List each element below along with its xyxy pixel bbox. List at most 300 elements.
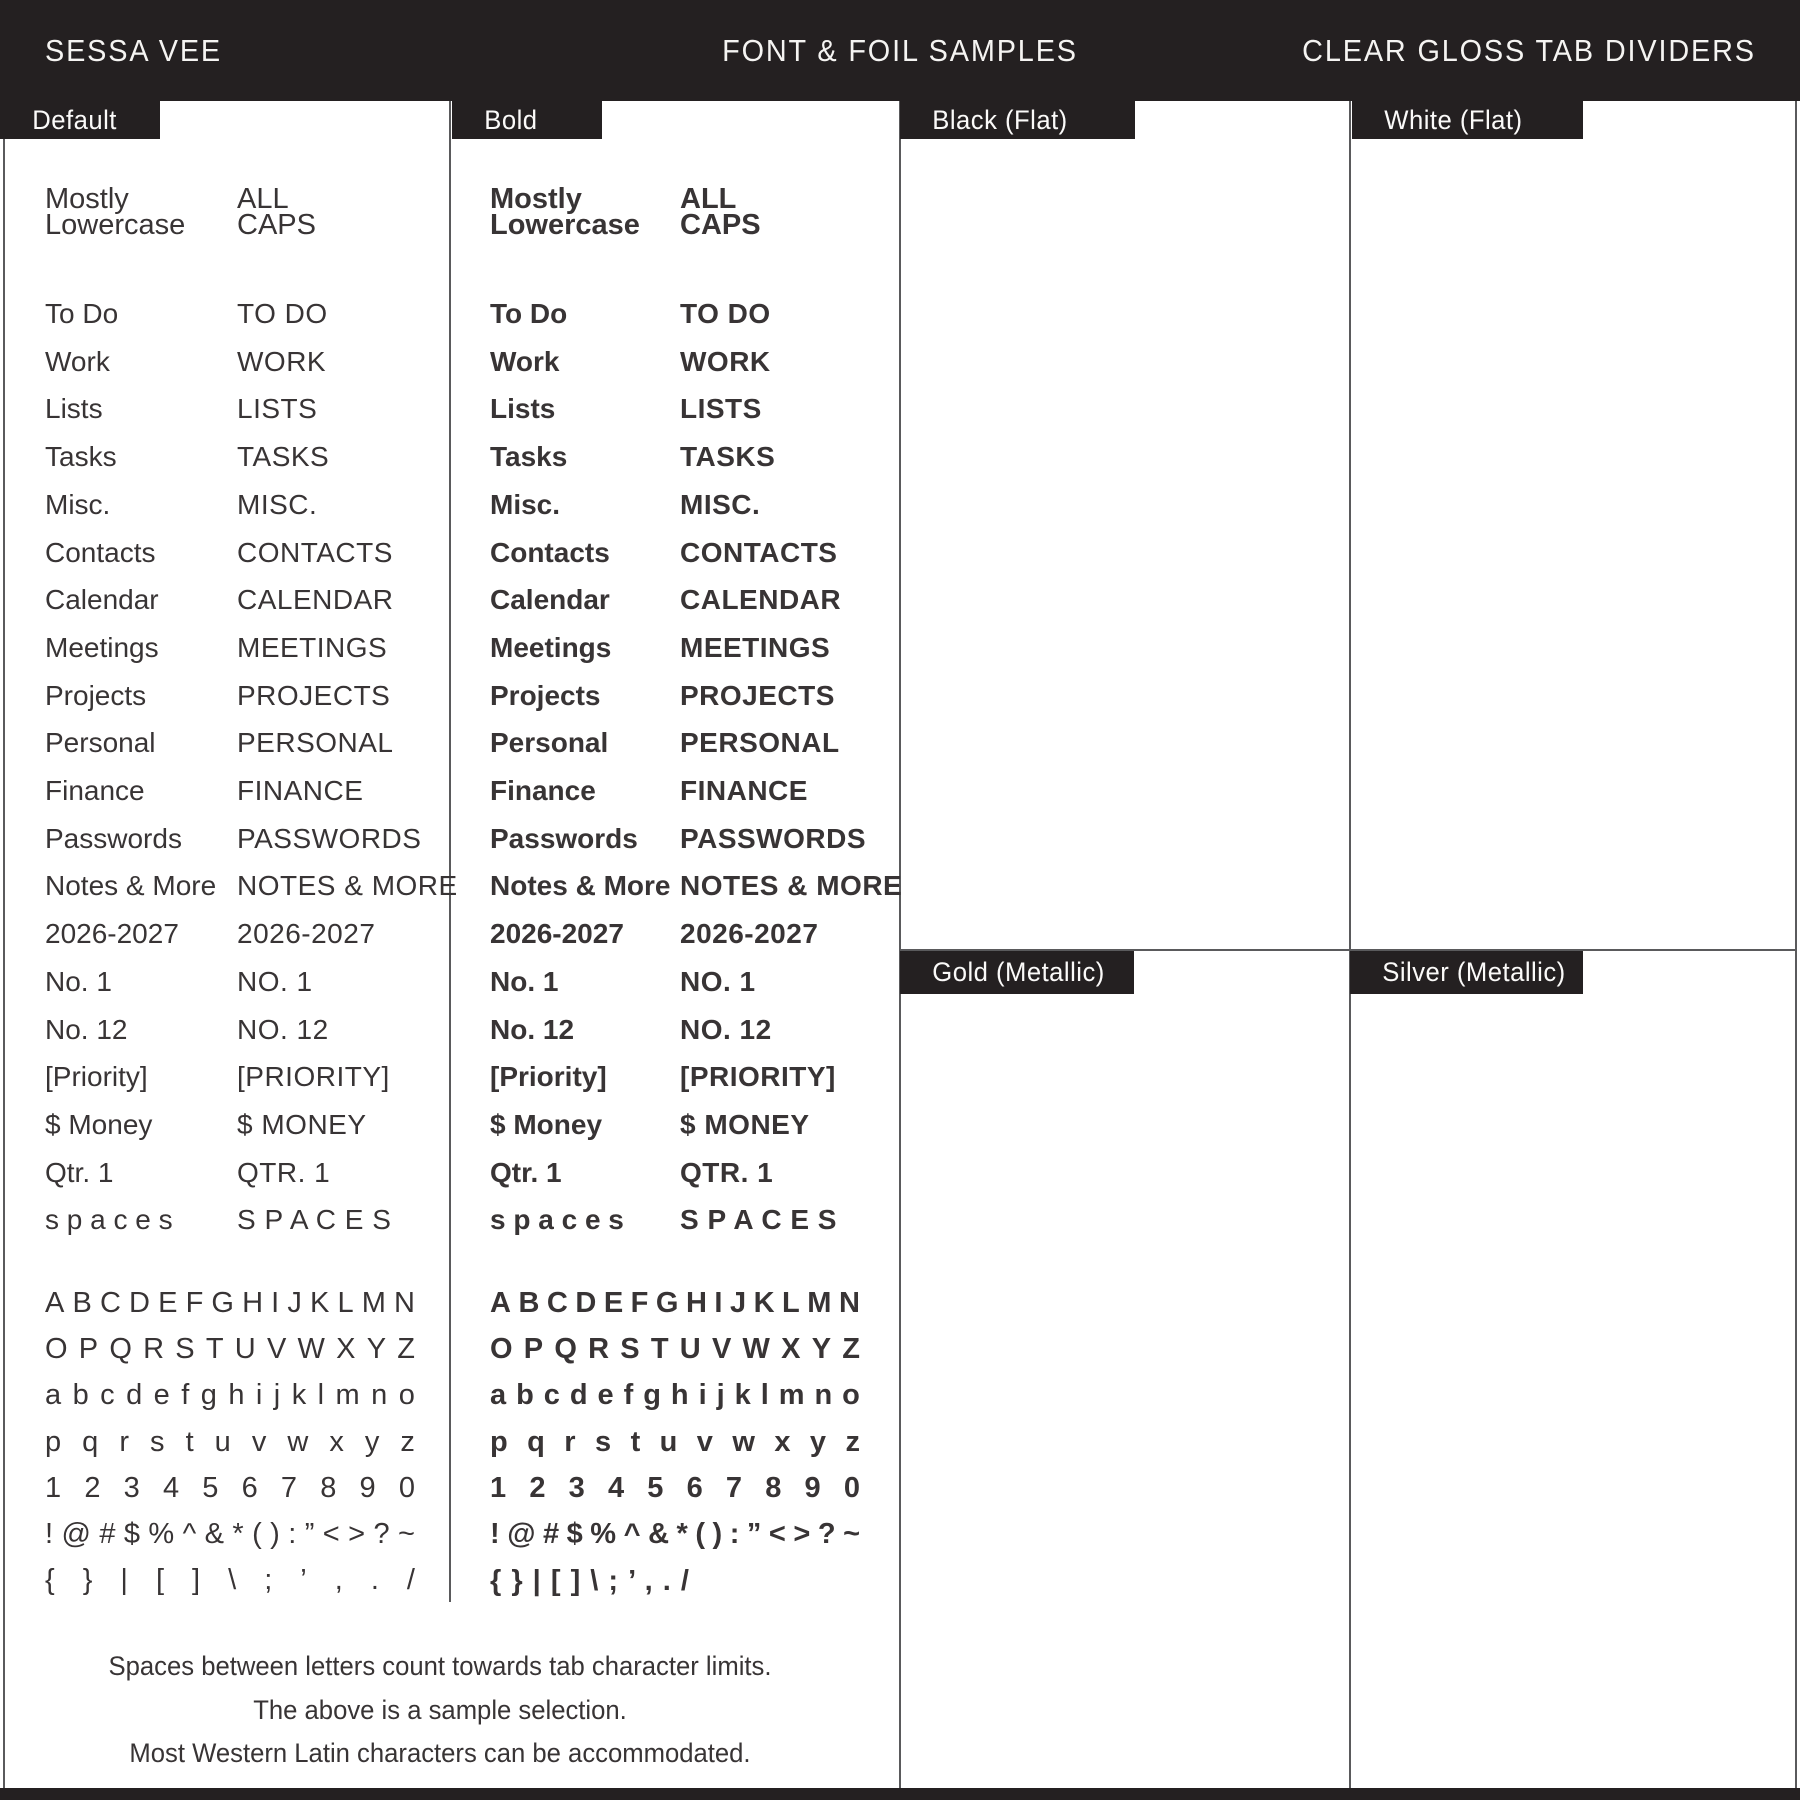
sample-word: [Priority] [45, 1061, 148, 1093]
sample-word: PASSWORDS [237, 822, 422, 854]
glyph: C [99, 1286, 121, 1319]
sample-word: Notes & More [490, 870, 671, 902]
alphabet-row: { } | [ ] \ ; ’ , . / [490, 1564, 690, 1597]
glyph: l [317, 1379, 325, 1412]
glyph: W [742, 1332, 770, 1365]
glyph: ( [695, 1518, 706, 1551]
sample-word: NO. 1 [680, 965, 756, 997]
glyph: J [729, 1286, 747, 1319]
sample-word: Passwords [45, 822, 182, 854]
column-header-line: Mostly [490, 183, 582, 215]
glyph: ) [712, 1518, 723, 1551]
alphabet-block-default [45, 1280, 415, 1604]
panel-black-flat-sample-area [901, 139, 1349, 949]
glyph: ” [746, 1518, 762, 1551]
sample-word: To Do [45, 298, 119, 329]
column-header-line: CAPS [680, 209, 761, 241]
sample-word: TASKS [237, 441, 330, 473]
panel-white-flat-sample-area [1351, 139, 1795, 949]
glyph: 8 [765, 1471, 782, 1504]
glyph: # [99, 1518, 116, 1551]
sample-word: 2026-2027 [490, 918, 624, 950]
sample-word: CALENDAR [237, 584, 394, 616]
glyph: K [753, 1286, 775, 1319]
glyph: P [523, 1332, 544, 1365]
glyph: 9 [804, 1471, 821, 1504]
column-header-all-caps [237, 183, 316, 241]
sample-word: Projects [45, 679, 147, 711]
glyph: S [175, 1332, 195, 1365]
glyph: Q [554, 1332, 577, 1365]
column-header-line: Lowercase [490, 209, 640, 241]
glyph: ? [373, 1518, 390, 1551]
alphabet-row [45, 1373, 415, 1419]
glyph: V [711, 1332, 732, 1365]
sample-word: NOTES & MORE [237, 870, 458, 902]
panel-bold-font [450, 101, 903, 1601]
sample-word: No. 1 [45, 965, 112, 997]
bottom-border-bar [0, 1788, 1800, 1800]
tab-black-flat [900, 101, 1135, 139]
glyph: P [78, 1332, 99, 1365]
sample-word: WORK [237, 345, 327, 377]
glyph: x [774, 1425, 791, 1458]
glyph: 6 [241, 1471, 258, 1504]
glyph: H [242, 1286, 264, 1319]
sample-word: Notes & More [45, 870, 217, 902]
glyph: M [361, 1286, 386, 1319]
glyph: ! [45, 1518, 54, 1551]
glyph: ~ [398, 1518, 415, 1551]
glyph: & [648, 1518, 670, 1551]
glyph: ^ [623, 1518, 641, 1551]
sample-word: Work [45, 345, 110, 377]
glyph: y [809, 1425, 827, 1458]
sample-word: Meetings [490, 631, 612, 663]
glyph: $ [566, 1518, 583, 1551]
glyph: Z [842, 1332, 860, 1365]
sample-word: [PRIORITY] [680, 1061, 836, 1093]
glyph: A [490, 1286, 511, 1319]
glyph: d [569, 1379, 588, 1412]
glyph: T [205, 1332, 224, 1365]
sample-word: PASSWORDS [680, 822, 866, 854]
sample-word: Lists [45, 393, 103, 425]
glyph: b [72, 1379, 89, 1412]
sample-list-caps [680, 290, 902, 1244]
glyph: X [336, 1332, 356, 1365]
column-header-mostly-lowercase [490, 183, 640, 241]
glyph: 7 [725, 1471, 743, 1504]
alphabet-row [45, 1511, 415, 1557]
glyph: d [126, 1379, 143, 1412]
alphabet-row [490, 1373, 860, 1419]
glyph: U [234, 1332, 256, 1365]
alphabet-row [490, 1326, 860, 1372]
column-header-all-caps [680, 183, 761, 241]
sample-word: Calendar [45, 584, 159, 616]
column-header-line: ALL [680, 183, 737, 215]
glyph: * [676, 1518, 688, 1551]
sample-word: Misc. [45, 488, 111, 520]
glyph: ^ [182, 1518, 197, 1551]
sample-word: Contacts [45, 536, 156, 568]
sample-word: Personal [490, 727, 609, 759]
sample-word: [Priority] [490, 1061, 607, 1093]
alphabet-row [45, 1326, 415, 1372]
glyph: b [516, 1379, 534, 1412]
sample-word: No. 12 [490, 1013, 575, 1045]
glyph: O [490, 1332, 513, 1365]
glyph: I [271, 1286, 280, 1319]
glyph: 9 [359, 1471, 376, 1504]
glyph: 0 [398, 1471, 415, 1504]
glyph: U [679, 1332, 701, 1365]
product-title: CLEAR GLOSS TAB DIVIDERS [1302, 32, 1756, 68]
glyph: h [228, 1379, 245, 1412]
alphabet-row [490, 1280, 860, 1326]
glyph: E [158, 1286, 178, 1319]
glyph: | [120, 1564, 128, 1597]
glyph: Y [366, 1332, 387, 1365]
sample-word: PROJECTS [237, 679, 391, 711]
glyph: 3 [123, 1471, 140, 1504]
right-border-line [1795, 101, 1797, 1788]
sample-word: 2026-2027 [45, 918, 179, 950]
sample-list-lowercase [45, 290, 216, 1244]
glyph: X [781, 1332, 801, 1365]
glyph: k [291, 1379, 307, 1412]
tab-gold-metallic-label: Gold (Metallic) [932, 957, 1105, 987]
glyph: $ [123, 1518, 141, 1551]
sample-word: 2026-2027 [237, 918, 376, 950]
glyph: c [543, 1379, 560, 1412]
glyph: 2 [84, 1471, 101, 1504]
glyph: 8 [320, 1471, 337, 1504]
glyph: % [148, 1518, 175, 1551]
glyph: T [650, 1332, 669, 1365]
glyph: , [334, 1564, 343, 1597]
sample-word: PERSONAL [680, 727, 840, 759]
glyph: G [655, 1286, 679, 1319]
sample-word: NO. 12 [680, 1013, 772, 1045]
glyph: m [778, 1379, 805, 1412]
sample-word: Qtr. 1 [490, 1156, 562, 1188]
sample-word: QTR. 1 [237, 1156, 331, 1188]
glyph: p [45, 1425, 62, 1458]
glyph: ! [490, 1518, 500, 1551]
sample-word: Personal [45, 727, 156, 759]
glyph: a [490, 1379, 507, 1412]
sample-list-lowercase [490, 290, 670, 1244]
sample-word: LISTS [237, 393, 318, 425]
glyph: ( [252, 1518, 262, 1551]
glyph: n [814, 1379, 833, 1412]
sheet-title: FONT & FOIL SAMPLES [722, 32, 1078, 68]
sample-word: PROJECTS [680, 679, 835, 711]
glyph: / [406, 1564, 415, 1597]
header-bar [0, 0, 1800, 101]
column-header-line: CAPS [237, 209, 316, 241]
sample-word: TASKS [680, 441, 776, 473]
sample-word: s p a c e s [45, 1204, 173, 1236]
sample-word: $ Money [45, 1108, 153, 1140]
sample-word: $ MONEY [237, 1108, 367, 1140]
sample-word: $ MONEY [680, 1108, 810, 1140]
glyph: z [400, 1425, 415, 1458]
glyph: N [838, 1286, 860, 1319]
sample-word: LISTS [680, 393, 762, 425]
sample-word: Finance [45, 775, 145, 807]
alphabet-row [45, 1465, 415, 1511]
glyph: I [714, 1286, 723, 1319]
glyph: 3 [568, 1471, 585, 1504]
glyph: Z [397, 1332, 415, 1365]
column-header-line: ALL [237, 183, 289, 215]
glyph: a [45, 1379, 62, 1412]
sample-word: MISC. [237, 488, 318, 520]
glyph: r [119, 1425, 130, 1458]
glyph: > [348, 1518, 366, 1551]
sample-word: MEETINGS [237, 631, 388, 663]
tab-white-flat-label: White (Flat) [1384, 104, 1523, 135]
glyph: % [590, 1518, 617, 1551]
alphabet-row [490, 1465, 860, 1511]
sample-word: No. 12 [45, 1013, 128, 1045]
glyph: H [685, 1286, 707, 1319]
glyph: e [597, 1379, 614, 1412]
column-header-mostly-lowercase [45, 183, 186, 241]
glyph: g [643, 1379, 661, 1412]
sample-word: CALENDAR [680, 584, 842, 616]
sample-word: [PRIORITY] [237, 1061, 390, 1093]
alphabet-row [490, 1419, 860, 1465]
glyph: s [595, 1425, 612, 1458]
glyph: ’ [300, 1564, 307, 1597]
glyph: x [329, 1425, 344, 1458]
glyph: < [768, 1518, 786, 1551]
sample-word: To Do [490, 298, 568, 329]
sample-list-caps [237, 290, 458, 1244]
sample-word: NOTES & MORE [680, 870, 903, 902]
glyph: t [630, 1425, 641, 1458]
glyph: : [729, 1518, 740, 1551]
glyph: E [603, 1286, 624, 1319]
tab-white-flat [1352, 101, 1583, 139]
glyph: { [45, 1564, 55, 1597]
sample-word: Tasks [45, 441, 117, 473]
sample-word: 2026-2027 [680, 918, 819, 950]
glyph: ) [270, 1518, 280, 1551]
tab-black-flat-label: Black (Flat) [932, 104, 1068, 135]
glyph: 0 [843, 1471, 860, 1504]
glyph: F [185, 1286, 204, 1319]
sample-word: Work [490, 345, 560, 377]
glyph: . [370, 1564, 379, 1597]
glyph: * [232, 1518, 244, 1551]
glyph: 4 [162, 1471, 180, 1504]
sample-word: FINANCE [680, 775, 808, 807]
alphabet-row [45, 1419, 415, 1465]
glyph: v [251, 1425, 267, 1458]
tab-bold-label: Bold [484, 104, 538, 135]
glyph: L [782, 1286, 800, 1319]
glyph: z [845, 1425, 860, 1458]
glyph: J [287, 1286, 302, 1319]
glyph: 1 [490, 1471, 507, 1504]
glyph: S [620, 1332, 640, 1365]
sample-word: $ Money [490, 1108, 603, 1140]
glyph: L [337, 1286, 354, 1319]
glyph: e [153, 1379, 170, 1412]
glyph: v [696, 1425, 713, 1458]
panel-silver-metallic-sample-area [1351, 994, 1795, 1788]
column-header-line: Mostly [45, 183, 129, 215]
glyph: s [150, 1425, 165, 1458]
glyph: Y [811, 1332, 832, 1365]
glyph: : [288, 1518, 297, 1551]
alphabet-row [45, 1280, 415, 1326]
glyph: r [564, 1425, 576, 1458]
column-header-line: Lowercase [45, 209, 186, 241]
sample-word: WORK [680, 345, 771, 377]
glyph: 5 [202, 1471, 219, 1504]
glyph: B [518, 1286, 540, 1319]
glyph: R [143, 1332, 165, 1365]
glyph: N [394, 1286, 415, 1319]
glyph: M [807, 1286, 832, 1319]
sample-word: No. 1 [490, 965, 559, 997]
glyph: ? [817, 1518, 836, 1551]
glyph: w [287, 1425, 309, 1458]
glyph: p [490, 1425, 508, 1458]
glyph: g [200, 1379, 217, 1412]
glyph: u [214, 1425, 231, 1458]
glyph: i [698, 1379, 707, 1412]
glyph: 2 [529, 1471, 546, 1504]
glyph: } [82, 1564, 93, 1597]
glyph: W [297, 1332, 325, 1365]
glyph: # [542, 1518, 560, 1551]
glyph: w [732, 1425, 755, 1458]
sample-word: Misc. [490, 488, 561, 520]
glyph: k [734, 1379, 751, 1412]
glyph: f [623, 1379, 634, 1412]
glyph: ] [192, 1564, 201, 1597]
sample-word: Lists [490, 393, 556, 425]
glyph: > [793, 1518, 811, 1551]
tab-silver-metallic [1350, 951, 1583, 994]
sample-word: Qtr. 1 [45, 1156, 114, 1188]
alphabet-row [45, 1558, 415, 1604]
glyph: o [398, 1379, 415, 1412]
glyph: q [82, 1425, 99, 1458]
sample-word: S P A C E S [237, 1204, 392, 1236]
sample-word: Finance [490, 775, 596, 807]
sample-word: NO. 12 [237, 1013, 329, 1045]
glyph: 4 [607, 1471, 625, 1504]
footer-note [0, 1645, 880, 1776]
glyph: f [181, 1379, 190, 1412]
glyph: ~ [843, 1518, 860, 1551]
glyph: 7 [280, 1471, 298, 1504]
glyph: ; [264, 1564, 273, 1597]
sample-word: TO DO [680, 298, 771, 329]
sample-word: QTR. 1 [680, 1156, 774, 1188]
sample-word: Contacts [490, 536, 610, 568]
glyph: [ [155, 1564, 165, 1597]
glyph: y [364, 1425, 380, 1458]
sample-word: CONTACTS [680, 536, 838, 568]
glyph: < [322, 1518, 340, 1551]
glyph: c [100, 1379, 115, 1412]
sample-word: FINANCE [237, 775, 364, 807]
glyph: A [45, 1286, 65, 1319]
sample-word: Passwords [490, 822, 638, 854]
sample-word: MEETINGS [680, 631, 831, 663]
tab-gold-metallic [900, 951, 1134, 994]
sample-word: CONTACTS [237, 536, 393, 568]
glyph: j [716, 1379, 725, 1412]
note-line-2: The above is a sample selection. [253, 1694, 627, 1725]
glyph: O [45, 1332, 68, 1365]
glyph: & [204, 1518, 224, 1551]
brand-text: SESSA VEE [45, 32, 223, 68]
sample-word: NO. 1 [237, 965, 313, 997]
glyph: G [211, 1286, 234, 1319]
glyph: \ [228, 1564, 237, 1597]
sample-word: PERSONAL [237, 727, 394, 759]
glyph: D [575, 1286, 597, 1319]
note-line-3: Most Western Latin characters can be accommodated. [129, 1738, 751, 1768]
glyph: i [255, 1379, 263, 1412]
glyph: 1 [45, 1471, 62, 1504]
glyph: t [185, 1425, 194, 1458]
glyph: h [670, 1379, 689, 1412]
glyph: K [309, 1286, 330, 1319]
sample-word: Tasks [490, 441, 568, 473]
tab-silver-metallic-label: Silver (Metallic) [1382, 957, 1566, 987]
glyph: n [371, 1379, 388, 1412]
glyph: @ [61, 1518, 91, 1551]
glyph: 6 [686, 1471, 703, 1504]
alphabet-row [490, 1511, 860, 1557]
sample-word: Calendar [490, 584, 610, 616]
glyph: ” [304, 1518, 315, 1551]
glyph: C [546, 1286, 568, 1319]
sample-word: S P A C E S [680, 1204, 837, 1236]
sample-word: TO DO [237, 298, 328, 329]
glyph: D [129, 1286, 150, 1319]
glyph: m [335, 1379, 360, 1412]
glyph: @ [507, 1518, 536, 1551]
glyph: B [72, 1286, 92, 1319]
sample-word: Meetings [45, 631, 159, 663]
glyph: 5 [647, 1471, 664, 1504]
sample-word: MISC. [680, 488, 761, 520]
glyph: j [273, 1379, 281, 1412]
sample-word: s p a c e s [490, 1204, 624, 1236]
sample-word: Projects [490, 679, 601, 711]
glyph: V [266, 1332, 287, 1365]
panel-default-font [0, 101, 458, 1601]
glyph: Q [109, 1332, 132, 1365]
alphabet-block-bold [490, 1280, 860, 1604]
glyph: u [659, 1425, 678, 1458]
glyph: F [630, 1286, 649, 1319]
panel-gold-metallic-sample-area [901, 994, 1349, 1788]
glyph: l [760, 1379, 769, 1412]
